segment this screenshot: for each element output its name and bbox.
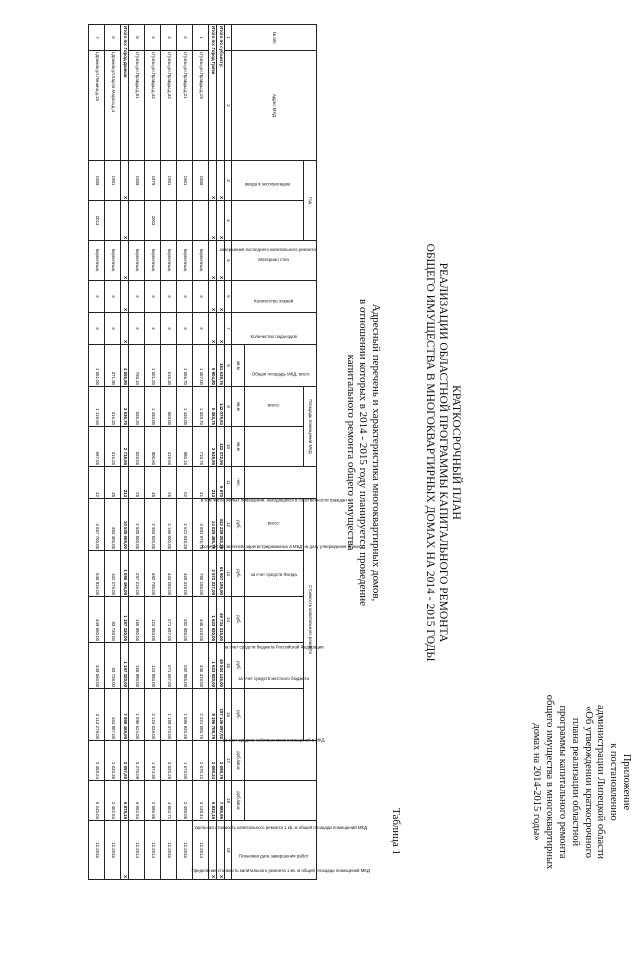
- year-commission-cell: 1979: [145, 161, 161, 201]
- fed-cell: 449 560,00: [89, 597, 105, 643]
- area-all-cell: 316,20: [105, 387, 121, 427]
- unit-cost-cell: 3 520,28: [161, 741, 177, 781]
- owners-cell: 2 221 085,78: [193, 689, 209, 741]
- total-area-cell: 765,10: [129, 345, 145, 387]
- document-title: [422, 190, 462, 715]
- year-commission-cell: 1961: [177, 161, 193, 201]
- total-region-row: [217, 25, 225, 880]
- header-area-all-text: всего:: [267, 403, 281, 409]
- area-resid-cell: 980,10: [177, 427, 193, 467]
- unit-cell: кв.м: [232, 427, 245, 467]
- table-row: [129, 25, 145, 880]
- total-cell: 2 068,34: [209, 741, 217, 781]
- entrances-cell: 3: [89, 313, 105, 345]
- header-area-group: Площадь помещений МКД: [304, 387, 317, 467]
- wall-material-cell: Кирпичные,: [89, 241, 105, 281]
- total-cell: 2 098,78: [217, 741, 225, 781]
- row-number: 4: [145, 25, 161, 51]
- residents-cell: 62: [177, 467, 193, 499]
- header-plan-date-text: Плановая дата завершения работ: [239, 853, 309, 859]
- total-area-cell: 615,30: [161, 345, 177, 387]
- area-resid-cell: 418,60: [161, 427, 177, 467]
- header-no: № п/п: [232, 25, 317, 51]
- total-cell: 7 985,95: [217, 781, 225, 821]
- limit-cost-cell: 6 245,03: [89, 781, 105, 821]
- column-number-cell: 18: [225, 781, 232, 821]
- floors-cell: 2: [89, 281, 105, 313]
- column-number-cell: 4: [225, 201, 232, 241]
- plan-date-cell: 12.2014: [145, 821, 161, 880]
- year-commission-cell: 1959: [89, 161, 105, 201]
- plan-date-cell: 12.2014: [193, 821, 209, 880]
- year-overhaul-cell: [129, 201, 145, 241]
- limit-cost-cell: 2 498,05: [177, 781, 193, 821]
- total-area-cell: 1 551,00: [89, 345, 105, 387]
- fund-cell: 468 318,00: [177, 551, 193, 597]
- header-limit-cost-text: Предельная стоимость капитального ремонта 1 кв. м общей площади помещений МКД: [191, 867, 370, 873]
- wall-material-cell: Кирпичные,: [145, 241, 161, 281]
- column-number-cell: 14: [225, 597, 232, 643]
- limit-cost-cell: 4 563,71: [161, 781, 177, 821]
- floors-cell: 3: [105, 281, 121, 313]
- header-floors: [232, 281, 317, 313]
- total-cell: 49 734 315,00: [217, 597, 225, 643]
- entrances-cell: 3: [105, 313, 121, 345]
- appendix-line: домах на 2014-2015 годы»: [531, 723, 543, 841]
- fund-cell: 645 916,00: [89, 551, 105, 597]
- address-cell: г.Грязи,ул.Правды,д.51: [129, 51, 145, 161]
- floors-cell: 3: [193, 281, 209, 313]
- total-city-row: [209, 25, 217, 880]
- area-resid-cell: 316,20: [105, 427, 121, 467]
- total-cell: X: [209, 161, 217, 201]
- residents-cell: 28: [129, 467, 145, 499]
- header-floors-text: Количество этажей: [254, 298, 294, 304]
- column-number-cell: 10: [225, 427, 232, 467]
- cost-all-cell: 2 505 800,00: [129, 499, 145, 551]
- residents-cell: 42: [89, 467, 105, 499]
- column-number-cell: 13: [225, 551, 232, 597]
- header-unit-cost-text: Удельная стоимость капитального ремонта 1 кв. м общей площади помещений МКД: [194, 825, 367, 831]
- entrances-cell: 3: [161, 313, 177, 345]
- unit-cell: руб./кв.м: [232, 781, 245, 821]
- entrances-cell: 3: [177, 313, 193, 345]
- header-year: Год: [304, 161, 317, 241]
- total-area-cell: 1 501,20: [145, 345, 161, 387]
- year-commission-cell: 1959: [129, 161, 145, 201]
- total-label: Итого по субъекту:: [217, 25, 225, 161]
- row-number: 6: [105, 25, 121, 51]
- local-cell: 83 738,00: [105, 643, 121, 689]
- local-cell: 123 993,00: [145, 643, 161, 689]
- header-cost-group: Стоимость капитального ремонта: [304, 499, 317, 741]
- unit-cell: руб./кв.м: [232, 741, 245, 781]
- total-cell: 1 197 320,00: [121, 597, 129, 643]
- total-cell: 2 572 237,00: [209, 551, 217, 597]
- header-area-all: [245, 387, 304, 427]
- title-line: КРАТКОСРОЧНЫЙ ПЛАН: [450, 385, 462, 520]
- year-commission-cell: 1958: [193, 161, 209, 201]
- total-cell: 213: [121, 467, 129, 499]
- appendix-line: плана реализации областной: [569, 717, 581, 847]
- total-cell: 8 196 708,78: [209, 689, 217, 741]
- unit-cost-cell: 2 670,12: [193, 741, 209, 781]
- cost-all-cell: 2 166 000,00: [161, 499, 177, 551]
- year-commission-cell: 1981: [105, 161, 121, 201]
- cost-all-cell: 2 963 820,00: [145, 499, 161, 551]
- header-year-commission: [232, 161, 304, 201]
- title-line: ОБЩЕГО ИМУЩЕСТВА В МНОГОКВАРТИРНЫХ ДОМАХ НА 2014 - 2015 ГОДЫ: [423, 243, 436, 662]
- row-number: 1: [193, 25, 209, 51]
- total-cell: 122 372,90: [217, 427, 225, 467]
- header-fund: [245, 551, 304, 597]
- total-cell: X: [217, 821, 225, 880]
- unit-cell: руб.: [232, 643, 245, 689]
- table-row: [193, 25, 209, 880]
- column-number-row: [225, 25, 232, 880]
- area-resid-cell: 528,00: [129, 427, 145, 467]
- total-cell: 5 904,80: [209, 345, 217, 387]
- subtitle-line: капитального ремонта общего имущества: [344, 354, 357, 551]
- document-subtitle: [344, 230, 382, 675]
- total-cell: 3 549,90: [209, 427, 217, 467]
- fed-cell: 271 687,00: [161, 597, 177, 643]
- fund-cell: 592 795,00: [145, 551, 161, 597]
- total-cell: 5 383,75: [209, 387, 217, 427]
- column-number-cell: 5: [225, 241, 232, 281]
- year-commission-cell: 1981: [161, 161, 177, 201]
- owners-cell: 2 123 039,00: [145, 689, 161, 741]
- unit-cell: кв.м: [232, 345, 245, 387]
- area-resid-cell: 715,70: [193, 427, 209, 467]
- total-cell: 142 079,63: [217, 387, 225, 427]
- header-owners-text: за счет средств собственников помещений в МКД: [223, 737, 325, 743]
- table-body: [89, 25, 232, 880]
- total-cell: X: [121, 201, 129, 241]
- appendix-line: общего имущества в многоквартирных: [544, 694, 556, 870]
- header-cost-all-text: всего:: [267, 521, 281, 527]
- total-cell: 2 597,60: [121, 741, 129, 781]
- column-number-cell: 11: [225, 467, 232, 499]
- total-cell: X: [121, 161, 129, 201]
- total-area-cell: 1 566,70: [177, 345, 193, 387]
- total-label: Итого по: Город Грязи: [209, 25, 217, 161]
- column-number-cell: 7: [225, 313, 232, 345]
- subtitle-line: в отношении которых в 2014 - 2015 году планируется проведение: [357, 299, 370, 606]
- unit-cell: руб.: [232, 597, 245, 643]
- year-overhaul-cell: 2003: [145, 201, 161, 241]
- unit-cell: руб.: [232, 551, 245, 597]
- fed-cell: 123 993,00: [145, 597, 161, 643]
- total-cell: X: [217, 241, 225, 281]
- total-cell: 6 832,16: [209, 781, 217, 821]
- wall-material-cell: Кирпичные,: [193, 241, 209, 281]
- residents-cell: 26: [161, 467, 177, 499]
- header-entrances-text: Количество подъездов: [250, 333, 298, 339]
- area-resid-cell: 687,00: [89, 427, 105, 467]
- total-area-cell: 1 457,00: [193, 345, 209, 387]
- header-fed-text: за счет средств бюджета Российской Федерации: [224, 644, 324, 650]
- address-cell: г.Грязи,ул.Правды,д.19: [193, 51, 209, 161]
- total-cell: X: [209, 281, 217, 313]
- cost-all-cell: 2 621 048,38: [177, 499, 193, 551]
- fund-cell: 433 253,00: [161, 551, 177, 597]
- entrances-cell: 4: [145, 313, 161, 345]
- header-year-overhaul: [219, 201, 316, 252]
- area-all-cell: 1 493,00: [145, 387, 161, 427]
- floors-cell: 3: [177, 281, 193, 313]
- total-cell: 61 907 195,00: [217, 551, 225, 597]
- column-number-cell: 9: [225, 387, 232, 427]
- column-number-cell: 1: [225, 25, 232, 51]
- unit-cell: чел.: [232, 467, 245, 499]
- header-row: [304, 25, 317, 880]
- total-cell: X: [217, 313, 225, 345]
- owners-cell: 1 189 373,00: [161, 689, 177, 741]
- plan-date-cell: 12.2015: [89, 821, 105, 880]
- local-cell: 445 318,00: [193, 643, 209, 689]
- unit-cell: руб.: [232, 689, 245, 741]
- total-cell: X: [217, 201, 225, 241]
- owners-cell: 1 586 820,38: [177, 689, 193, 741]
- limit-cost-cell: 4 138,41: [193, 781, 209, 821]
- total-cell: 1 197 320,00: [121, 643, 129, 689]
- header-cost-all: [245, 499, 304, 551]
- total-cell: 4 055,90: [121, 345, 129, 387]
- total-cell: X: [209, 313, 217, 345]
- unit-cost-cell: 1 673,00: [177, 741, 193, 781]
- column-number-cell: 17: [225, 741, 232, 781]
- limit-cost-cell: 6 052,53: [129, 781, 145, 821]
- unit-cell: кв.м: [232, 387, 245, 427]
- appendix-line: «Об утверждении краткосрочного: [582, 706, 594, 858]
- column-number-cell: 12: [225, 499, 232, 551]
- plan-date-cell: 12.2015: [177, 821, 193, 880]
- total-cell: X: [209, 201, 217, 241]
- wall-material-cell: Кирпичные,: [161, 241, 177, 281]
- total-cell: 197 136 097,02: [217, 689, 225, 741]
- header-address: Адрес МКД: [232, 51, 317, 161]
- wall-material-cell: Кирпичные,: [129, 241, 145, 281]
- header-total-area: [245, 345, 317, 387]
- area-all-cell: 535,20: [129, 387, 145, 427]
- total-cell: X: [209, 821, 217, 880]
- header-local-text: за счет средств местного бюджета: [238, 675, 310, 681]
- column-number-cell: 2: [225, 51, 232, 161]
- total-cell: 3 536,70: [121, 387, 129, 427]
- fund-cell: 780 155,00: [193, 551, 209, 597]
- column-number-cell: 16: [225, 689, 232, 741]
- row-number: 7: [89, 25, 105, 51]
- limit-cost-cell: 2 402,53: [105, 781, 121, 821]
- row-number: 2: [177, 25, 193, 51]
- total-cell: 49 534 145,00: [217, 643, 225, 689]
- floors-cell: 3: [161, 281, 177, 313]
- total-cell: X: [209, 241, 217, 281]
- total-cell: 213: [209, 467, 217, 499]
- residents-cell: 41: [193, 467, 209, 499]
- owners-cell: 2 113 279,00: [89, 689, 105, 741]
- total-cell: 1 623 920,00: [209, 643, 217, 689]
- address-cell: г.Грязи,ул.Правды,д.33: [161, 51, 177, 161]
- floors-cell: 2: [129, 281, 145, 313]
- floors-cell: 3: [145, 281, 161, 313]
- total-cell: X: [121, 313, 129, 345]
- local-cell: 282 955,00: [177, 643, 193, 689]
- header-fund-text: за счет средств Фонда: [250, 571, 298, 577]
- area-all-cell: 1 328,70: [193, 387, 209, 427]
- header-area-resid-text: в том числе жилых помещений, находящихся в собственности граждан: [201, 497, 347, 503]
- year-overhaul-cell: [193, 201, 209, 241]
- total-cell: X: [121, 241, 129, 281]
- wall-material-cell: Кирпичные,: [177, 241, 193, 281]
- table-caption: Таблица 1: [390, 808, 402, 856]
- cost-all-cell: 384 305,00: [105, 499, 121, 551]
- fed-cell: 83 738,00: [105, 597, 121, 643]
- year-overhaul-cell: [177, 201, 193, 241]
- header-total-area-text: Общая площадь МКД, всего: [251, 371, 310, 377]
- table-row: [177, 25, 193, 880]
- total-cell: X: [217, 281, 225, 313]
- year-overhaul-cell: [105, 201, 121, 241]
- unit-cell: руб.: [232, 499, 245, 551]
- title-line: РЕАЛИЗАЦИИ ОБЛАСТНОЙ ПРОГРАММЫ КАПИТАЛЬНОГО РЕМОНТА: [436, 262, 449, 643]
- header-year-commission-text: ввода в эксплуатацию: [244, 181, 291, 187]
- total-cell: 1 090 496,00: [121, 551, 129, 597]
- fund-cell: 102 276,00: [105, 551, 121, 597]
- total-cell: 2 718,50: [121, 427, 129, 467]
- total-cell: 342 228 252,29: [217, 499, 225, 551]
- address-cell: г.Данков,ул.Карла Маркса,д.4: [105, 51, 121, 161]
- table-row: [145, 25, 161, 880]
- header-wall-text: Материал стен: [258, 257, 290, 263]
- unit-cost-cell: 3 275,09: [129, 741, 145, 781]
- total-cell: 6 878,19: [121, 781, 129, 821]
- appendix-line: программы капитального ремонта: [557, 705, 569, 859]
- subtitle-line: Адресный перечень и характеристика многоквартирных домов,: [370, 303, 382, 602]
- column-number-cell: 3: [225, 161, 232, 201]
- residents-cell: 45: [145, 467, 161, 499]
- table-row: [89, 25, 105, 880]
- appendix-line: Приложение: [621, 753, 632, 811]
- total-cell: X: [217, 161, 225, 201]
- total-cell: X: [121, 281, 129, 313]
- year-overhaul-cell: [161, 201, 177, 241]
- total-cell: 6 870: [217, 467, 225, 499]
- table-row: [105, 25, 121, 880]
- local-cell: 271 687,00: [161, 643, 177, 689]
- address-cell: г.Данков,ул.Ленина,д.15: [89, 51, 105, 161]
- column-number-cell: 8: [225, 345, 232, 387]
- owners-cell: 1 896 624,00: [129, 689, 145, 741]
- column-number-cell: 19: [225, 821, 232, 880]
- address-cell: г.Грязи,ул.Правды,д.21: [177, 51, 193, 161]
- total-town-row: [121, 25, 129, 880]
- fed-cell: 282 955,00: [177, 597, 193, 643]
- total-cell: 1 623 920,00: [209, 597, 217, 643]
- entrances-cell: 2: [129, 313, 145, 345]
- area-all-cell: 569,00: [161, 387, 177, 427]
- entrances-cell: 2: [193, 313, 209, 345]
- unit-cost-cell: 1 974,30: [145, 741, 161, 781]
- area-all-cell: 1 118,60: [89, 387, 105, 427]
- row-number: 5: [129, 25, 145, 51]
- header-residents-text: Количество жителей, зарегистрированных в МКД на дату утверждения плана: [201, 543, 360, 549]
- column-number-cell: 6: [225, 281, 232, 313]
- cost-all-cell: 3 657 700,00: [89, 499, 105, 551]
- column-number-cell: 15: [225, 643, 232, 689]
- appendix-line: администрации Липецкой области: [595, 704, 607, 860]
- address-cell: г.Грязи,ул.Правды,д.43: [145, 51, 161, 161]
- wall-material-cell: Кирпичные,: [105, 241, 121, 281]
- appendix-note: [530, 677, 632, 887]
- unit-cost-cell: 2 358,24: [89, 741, 105, 781]
- total-cell: 14 025 485,78: [209, 499, 217, 551]
- unit-cost-cell: 1 033,35: [105, 741, 121, 781]
- total-cell: 161 538,76: [217, 345, 225, 387]
- residents-cell: 35: [105, 467, 121, 499]
- total-area-cell: 371,90: [105, 345, 121, 387]
- fund-cell: 297 216,00: [129, 551, 145, 597]
- area-all-cell: 1 436,00: [177, 387, 193, 427]
- plan-date-cell: 12.2015: [161, 821, 177, 880]
- fed-cell: 155 980,00: [129, 597, 145, 643]
- total-cell: 7 950 469,00: [121, 689, 129, 741]
- limit-cost-cell: 2 586,95: [145, 781, 161, 821]
- local-cell: 155 980,00: [129, 643, 145, 689]
- cost-all-cell: 3 891 876,78: [193, 499, 209, 551]
- table-row: [161, 25, 177, 880]
- area-resid-cell: 900,60: [145, 427, 161, 467]
- header-entrances: [232, 313, 317, 345]
- appendix-line: к постановлению: [608, 743, 620, 821]
- plan-date-cell: 12.2015: [105, 821, 121, 880]
- header-year-overhaul-text: завершения последнего капитального ремонта: [219, 246, 316, 252]
- owners-cell: 334 887,00: [105, 689, 121, 741]
- total-cell: 10 535 605,00: [121, 499, 129, 551]
- fed-cell: 445 318,00: [193, 597, 209, 643]
- total-cell: X: [121, 821, 129, 880]
- row-number: 3: [161, 25, 177, 51]
- total-label: Итого по: Город Данков: [121, 25, 129, 161]
- local-cell: 449 560,00: [89, 643, 105, 689]
- plan-date-cell: 12.2014: [129, 821, 145, 880]
- year-overhaul-cell: 2013: [89, 201, 105, 241]
